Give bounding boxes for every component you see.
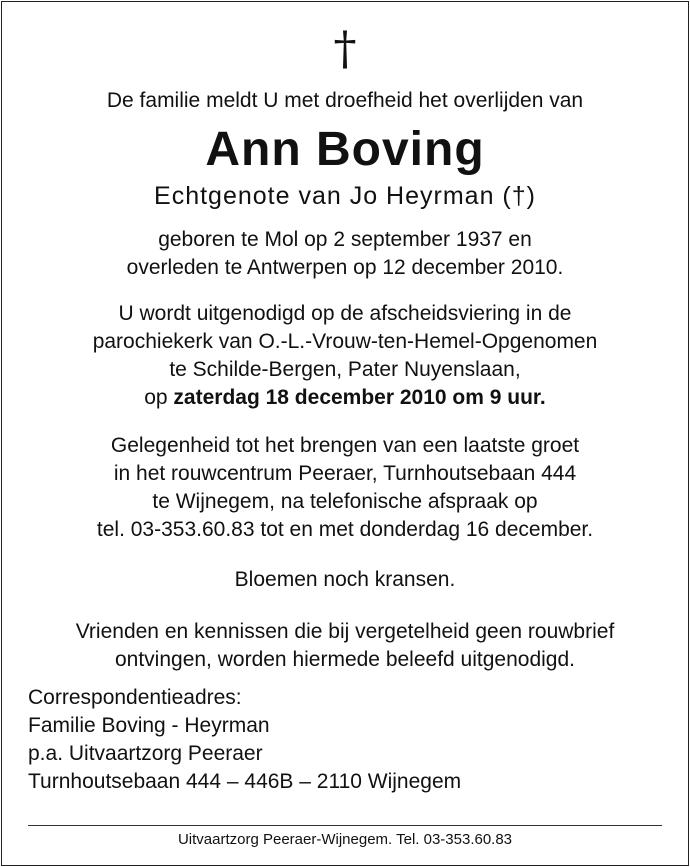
- correspondence-heading: Correspondentieadres:: [28, 686, 242, 709]
- correspondence-line-3: Turnhoutsebaan 444 – 446B – 2110 Wijnegem: [28, 770, 462, 793]
- friends-line-2: ontvingen, worden hiermede beleefd uitgenodigd.: [114, 648, 575, 671]
- birth-death-paragraph: [0, 226, 690, 282]
- cross-icon: †: [333, 21, 357, 75]
- farewell-line-1: Gelegenheid tot het brengen van een laatste groet: [110, 434, 580, 457]
- correspondence-address: [28, 684, 461, 796]
- ceremony-date: zaterdag 18 december 2010 om 9 uur.: [173, 386, 546, 409]
- ceremony-line-4: [0, 384, 690, 412]
- friends-paragraph: [0, 618, 690, 674]
- farewell-line-4: tel. 03-353.60.83 tot en met donderdag 16 december.: [96, 518, 594, 541]
- friends-line-1: Vrienden en kennissen die bij vergetelheid geen rouwbrief: [75, 620, 615, 643]
- ceremony-date-prefix: op: [144, 386, 174, 409]
- correspondence-line-2: p.a. Uitvaartzorg Peeraer: [28, 742, 263, 765]
- spouse-line: Echtgenote van Jo Heyrman (†): [154, 182, 536, 210]
- ceremony-line-2: parochiekerk van O.-L.-Vrouw-ten-Hemel-Opgenomen: [92, 330, 598, 353]
- death-line: overleden te Antwerpen op 12 december 2010.: [126, 256, 564, 279]
- farewell-paragraph: [0, 432, 690, 544]
- footer-text: Uitvaartzorg Peeraer-Wijnegem. Tel. 03-353.60.83: [177, 831, 513, 848]
- birth-line: geboren te Mol op 2 september 1937 en: [158, 228, 532, 251]
- deceased-name: Ann Boving: [205, 123, 485, 176]
- ceremony-line-1: U wordt uitgenodigd op de afscheidsviering in de: [118, 302, 572, 325]
- farewell-line-2: in het rouwcentrum Peeraer, Turnhoutsebaan 444: [113, 462, 577, 485]
- footer-divider: [28, 825, 662, 826]
- ceremony-line-3: te Schilde-Bergen, Pater Nuyenslaan,: [169, 358, 521, 381]
- correspondence-line-1: Familie Boving - Heyrman: [28, 714, 270, 737]
- ceremony-paragraph: [0, 300, 690, 412]
- flowers-note: Bloemen noch kransen.: [234, 568, 456, 591]
- intro-text: De familie meldt U met droefheid het overlijden van: [106, 89, 584, 112]
- farewell-line-3: te Wijnegem, na telefonische afspraak op: [152, 490, 538, 513]
